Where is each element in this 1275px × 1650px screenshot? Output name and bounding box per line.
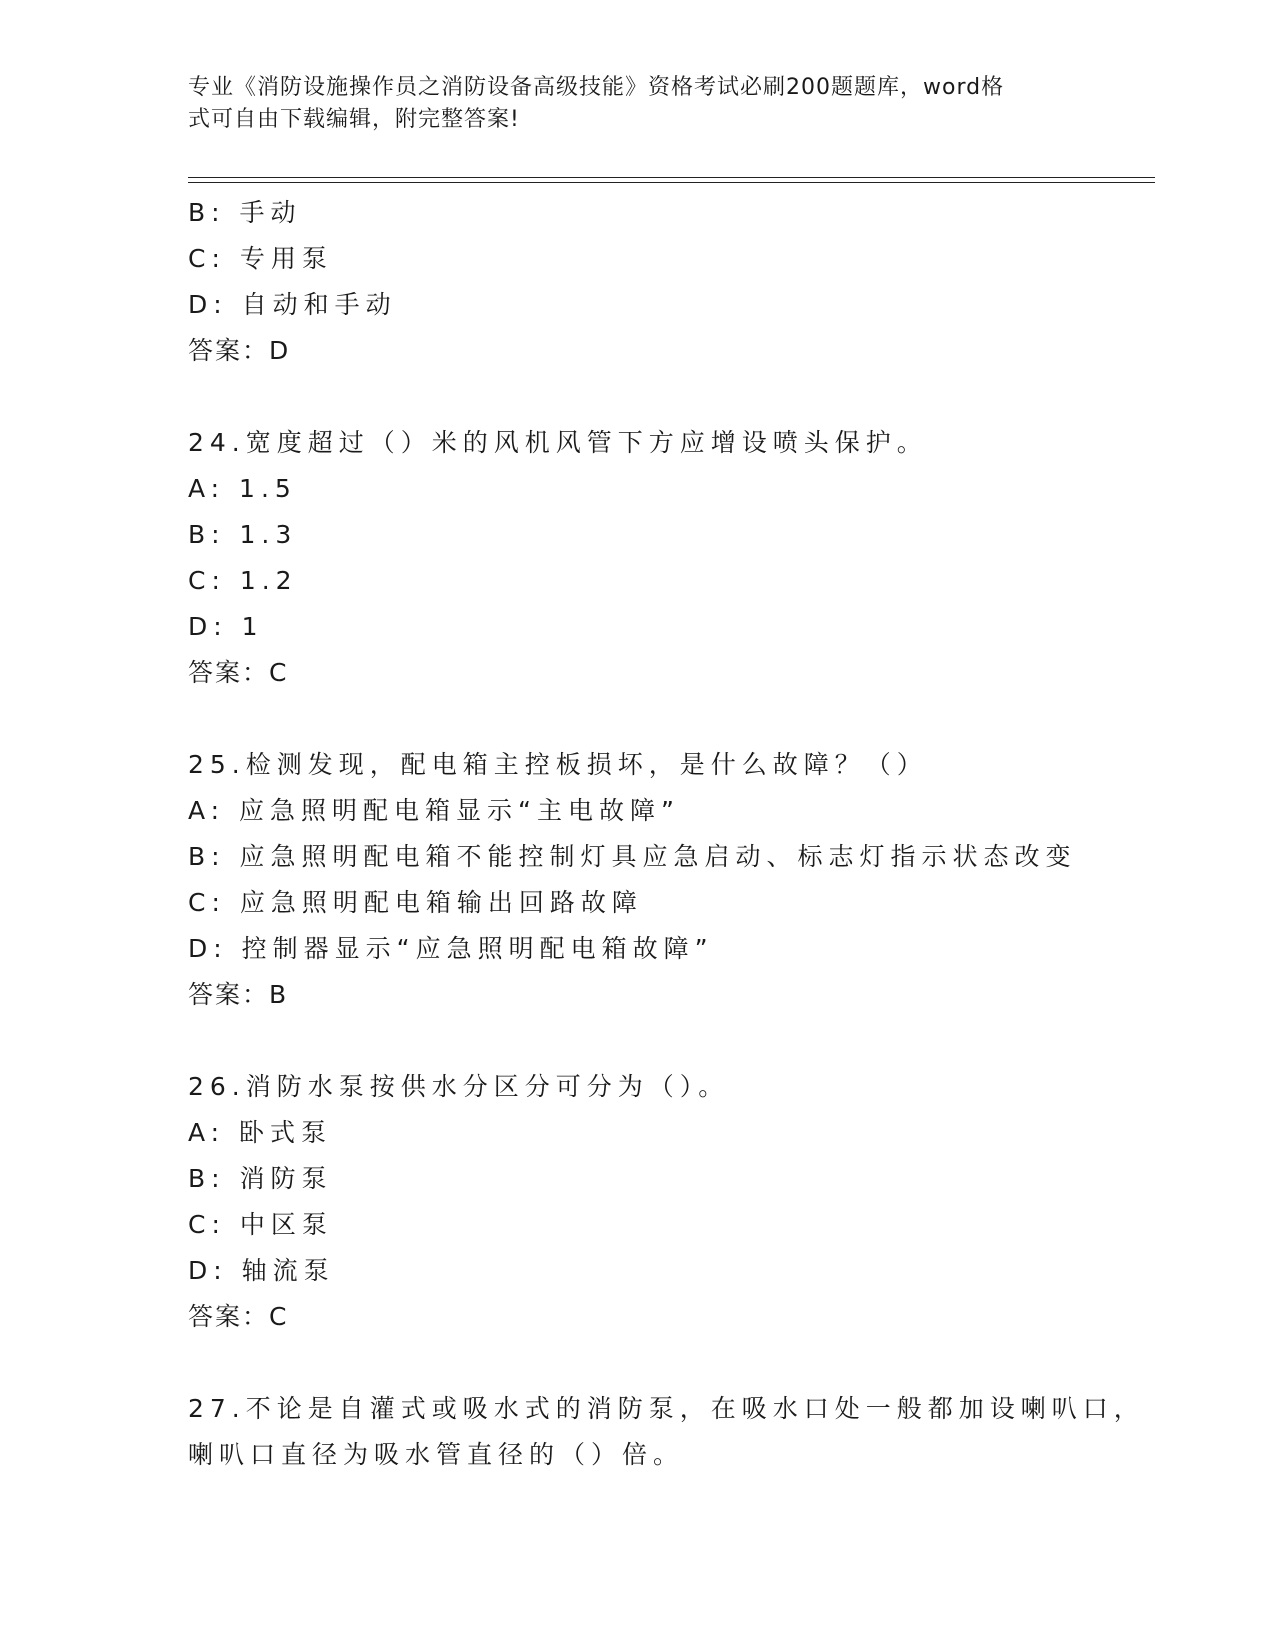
option-c: C: 中区泵 [188, 1210, 333, 1239]
question-list [188, 190, 1155, 1478]
option-b: B: 消防泵 [188, 1164, 333, 1193]
question-text: 26.消防水泵按供水分区分可分为（）。 [188, 1072, 730, 1101]
option-c: C: 1.2 [188, 566, 298, 595]
question-25 [188, 742, 1155, 1018]
question-24 [188, 420, 1155, 696]
header-rule-bottom [188, 182, 1155, 183]
option-d: D: 1 [188, 612, 264, 641]
option-b: B: 手动 [188, 198, 302, 227]
option-a: A: 应急照明配电箱显示“主电故障” [188, 796, 680, 825]
question-text-line-1: 27.不论是自灌式或吸水式的消防泵，在吸水口处一般都加设喇叭口， [188, 1394, 1145, 1423]
spacer [188, 374, 1155, 420]
question-text: 24.宽度超过（）米的风机风管下方应增设喷头保护。 [188, 428, 928, 457]
question-text-line-2: 喇叭口直径为吸水管直径的（）倍。 [188, 1440, 685, 1469]
option-c: C: 专用泵 [188, 244, 333, 273]
option-c: C: 应急照明配电箱输出回路故障 [188, 888, 643, 917]
question-23-tail [188, 190, 1155, 374]
spacer [188, 696, 1155, 742]
question-26 [188, 1064, 1155, 1340]
spacer [188, 1340, 1155, 1386]
option-a: A: 卧式泵 [188, 1118, 333, 1147]
answer: 答案：B [188, 980, 289, 1009]
header-line-1: 专业《消防设施操作员之消防设备高级技能》资格考试必刷200题题库，word格 [188, 75, 1005, 100]
header-line-2: 式可自由下载编辑，附完整答案! [188, 107, 520, 132]
option-d: D: 自动和手动 [188, 290, 397, 319]
header-rule-top [188, 177, 1155, 178]
question-text: 25.检测发现，配电箱主控板损坏，是什么故障？（） [188, 750, 928, 779]
document-header [188, 72, 1068, 136]
option-d: D: 轴流泵 [188, 1256, 335, 1285]
spacer [188, 1018, 1155, 1064]
option-d: D: 控制器显示“应急照明配电箱故障” [188, 934, 714, 963]
answer: 答案：C [188, 658, 289, 687]
answer: 答案：C [188, 1302, 289, 1331]
question-27 [188, 1386, 1155, 1478]
answer: 答案：D [188, 336, 291, 365]
option-b: B: 应急照明配电箱不能控制灯具应急启动、标志灯指示状态改变 [188, 842, 1077, 871]
option-a: A: 1.5 [188, 474, 297, 503]
option-b: B: 1.3 [188, 520, 298, 549]
